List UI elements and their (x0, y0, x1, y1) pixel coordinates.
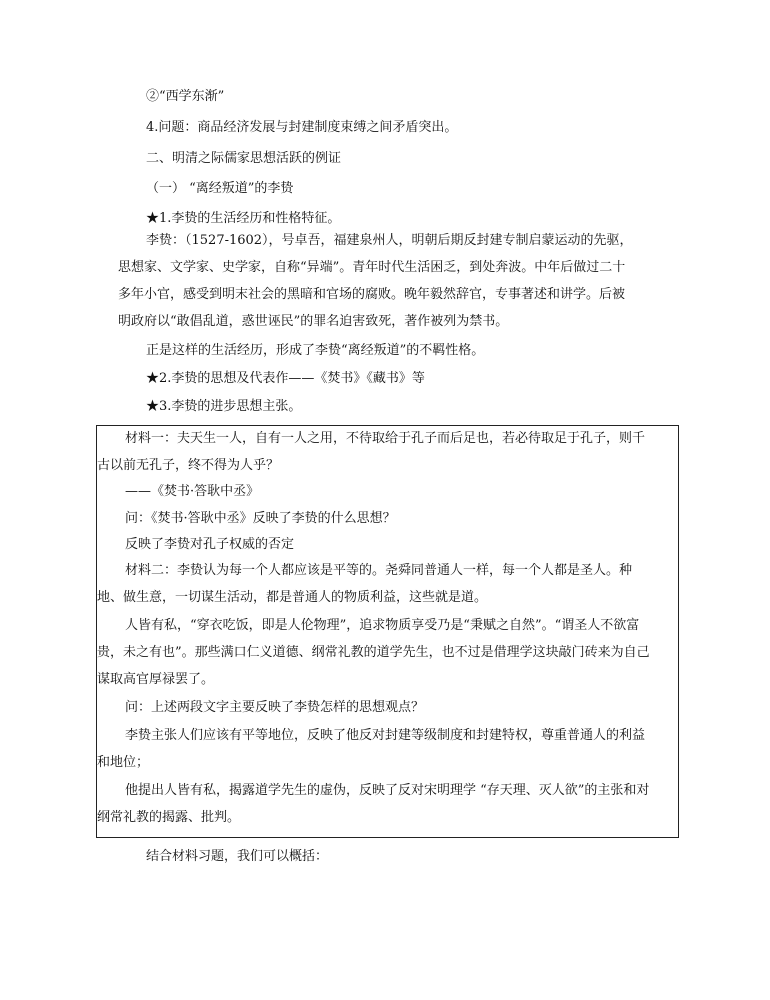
paragraph-line: 多年小官，感受到明末社会的黑暗和官场的腐败。晚年毅然辞官，专事著述和讲学。后被 (118, 287, 626, 302)
material-one-line: 古以前无孔子，终不得为人乎？ (97, 458, 280, 473)
text-line: ★2.李贽的思想及代表作——《焚书》《藏书》等 (146, 371, 425, 386)
paragraph-line: 思想家、文学家、史学家，自称“异端”。青年时代生活困乏，到处奔波。中年后做过二十 (118, 260, 626, 275)
text-line: ★1.李贽的生活经历和性格特征。 (146, 211, 341, 226)
question-line: 问：《焚书·答耿中丞》反映了李贽的什么思想？ (125, 511, 396, 526)
answer-line: 他提出人皆有私，揭露道学先生的虚伪，反映了反对宋明理学 “存天理、灭人欲”的主张和对 (125, 783, 650, 798)
subsection-heading: （一） “离经叛道”的李贽 (146, 181, 294, 196)
material-two-line: 材料二：李贽认为每一个人都应该是平等的。尧舜同普通人一样，每一个人都是圣人。种 (125, 563, 633, 578)
material-two-line: 人皆有私，“穿衣吃饭，即是人伦物理”，追求物质享受乃是“秉赋之自然”。“谓圣人不欲富 (125, 618, 640, 633)
material-two-line: 谋取高官厚禄罢了。 (97, 672, 215, 687)
text-line: 4.问题：商品经济发展与封建制度束缚之间矛盾突出。 (146, 120, 458, 135)
answer-line: 纲常礼教的揭露、批判。 (97, 810, 241, 825)
section-heading: 二、明清之际儒家思想活跃的例证 (146, 151, 342, 166)
material-one-line: 材料一：夫天生一人，自有一人之用，不待取给于孔子而后足也，若必待取足于孔子，则千 (125, 431, 646, 446)
text-line: 正是这样的生活经历，形成了李贽“离经叛道”的不羁性格。 (146, 343, 485, 358)
answer-line: 反映了李贽对孔子权威的否定 (125, 537, 295, 552)
paragraph-line: 李贽：（1527-1602），号卓吾，福建泉州人，明朝后期反封建专制启蒙运动的先驱， (146, 233, 633, 248)
question-line: 问：上述两段文字主要反映了李贽怎样的思想观点？ (125, 700, 425, 715)
text-line: ②“西学东渐” (146, 89, 225, 104)
paragraph-line: 明政府以“敢倡乱道，惑世诬民”的罪名迫害致死，著作被列为禁书。 (118, 314, 509, 329)
answer-line: 李贽主张人们应该有平等地位，反映了他反对封建等级制度和封建特权，尊重普通人的利益 (125, 728, 646, 743)
material-two-line: 贵，未之有也”。那些满口仁义道德、纲常礼教的道学先生，也不过是借理学这块敲门砖来为自己 (97, 645, 650, 660)
text-line: ★3.李贽的进步思想主张。 (146, 399, 302, 414)
material-source: ——《焚书·答耿中丞》 (125, 484, 260, 499)
text-line: 结合材料习题，我们可以概括： (146, 849, 329, 864)
material-box (96, 425, 679, 838)
material-two-line: 地、做生意，一切谋生活动，都是普通人的物质利益，这些就是道。 (97, 590, 488, 605)
answer-line: 和地位； (97, 755, 150, 770)
